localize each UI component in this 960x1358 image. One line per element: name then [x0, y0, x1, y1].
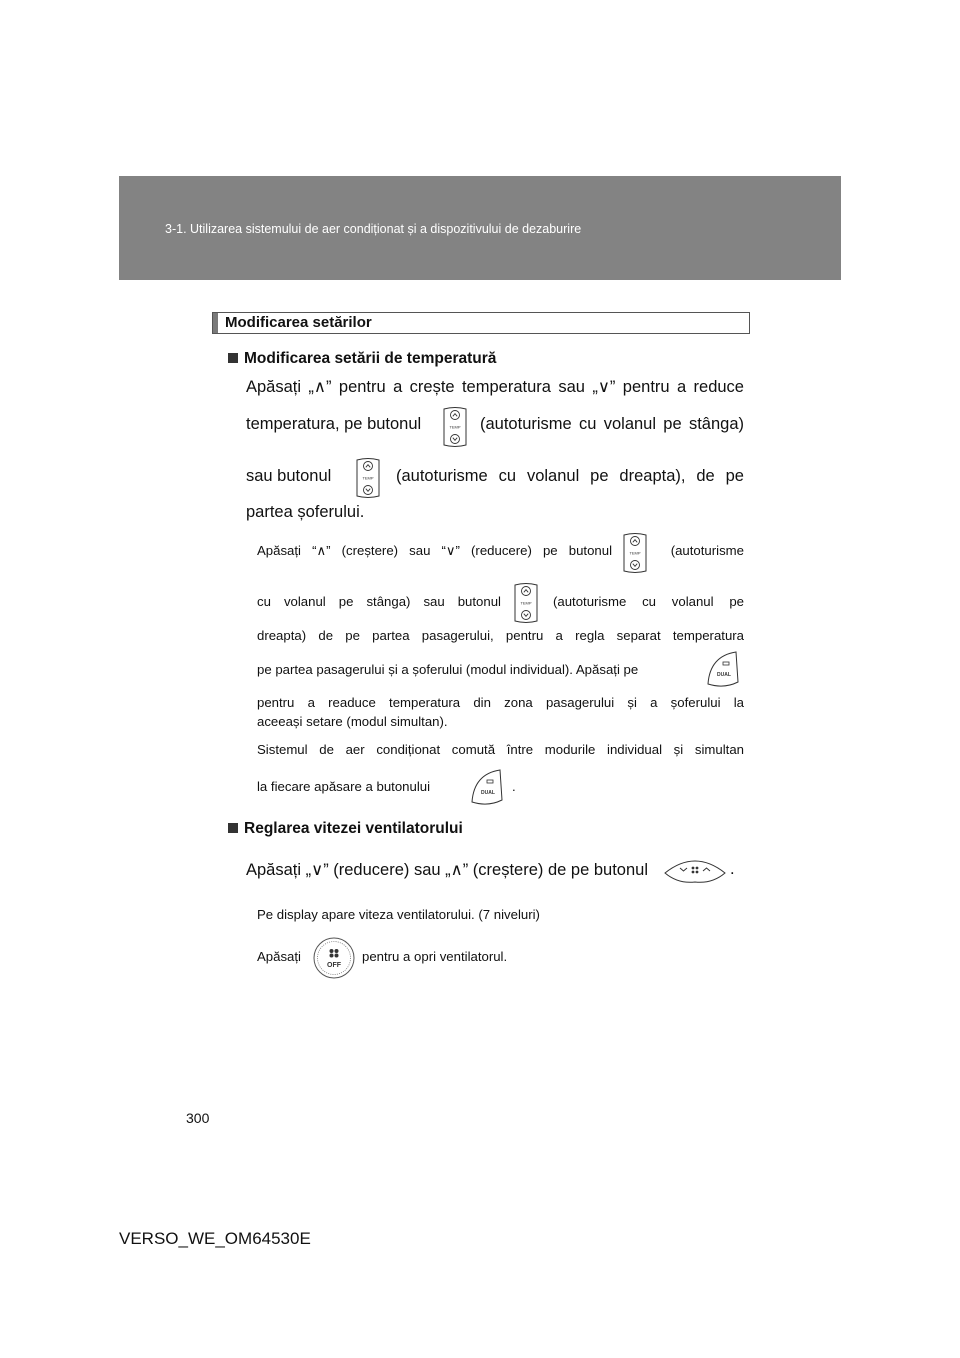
svg-text:TEMP: TEMP: [520, 600, 532, 606]
temp-button-passenger-right-icon: [511, 581, 541, 625]
temp-n1-line1a: Apăsați “∧” (creștere) sau “∨” (reducere) pe butonul: [257, 543, 612, 558]
temp-n1-line3: dreapta) de pe partea pasagerului, pentru a regla separat temperatura: [257, 628, 744, 643]
temp-button-icon: [440, 405, 470, 449]
section-title: Modificarea setărilor: [225, 314, 372, 331]
temp-p1-line3a: sau butonul: [246, 467, 332, 485]
temp-p1-line2a: temperatura, pe butonul: [246, 415, 422, 433]
fan-heading-text: Reglarea vitezei ventilatorului: [244, 820, 463, 837]
temp-n1-line5: pentru a readuce temperatura din zona pasagerului și a șoferului la: [257, 695, 744, 710]
fan-n2a: Apăsați: [257, 949, 301, 964]
temp-n1-line4: pe partea pasagerului și a șoferului (modul individual). Apăsați pe: [257, 662, 639, 677]
fan-n2b: pentru a opri ventilatorul.: [362, 949, 508, 964]
fan-heading: [228, 820, 463, 838]
temp-n1-line6: aceeași setare (modul simultan).: [257, 714, 448, 729]
square-bullet-icon: [228, 353, 238, 363]
temp-button-right-icon: [353, 456, 383, 500]
dual-button-small-icon: [466, 766, 508, 808]
footer-code: VERSO_WE_OM64530E: [119, 1229, 311, 1248]
temp-n2-line1: Sistemul de aer condiționat comută între modurile individual și simultan: [257, 742, 744, 757]
section-marker: [213, 313, 218, 333]
temp-n1-line2a: cu volanul pe stânga) sau butonul: [257, 594, 501, 609]
fan-off-button-icon: [312, 936, 356, 980]
temp-p1-line3b: (autoturisme cu volanul pe dreapta), de pe: [396, 467, 744, 485]
section-header: [212, 312, 750, 334]
fan-speed-button-icon: [662, 853, 728, 887]
fan-p1a: Apăsați „∨” (reducere) sau „∧” (creștere) de pe butonul: [246, 861, 648, 879]
fan-p1b: .: [730, 860, 735, 878]
dual-button-icon: [702, 648, 744, 690]
svg-text:TEMP: TEMP: [449, 424, 461, 430]
page-number: 300: [186, 1110, 210, 1126]
temp-heading-text: Modificarea setării de temperatură: [244, 350, 497, 367]
temp-p1-line2b: (autoturisme cu volanul pe stânga): [480, 415, 744, 433]
temp-n2-line2b: .: [512, 779, 516, 794]
svg-text:TEMP: TEMP: [362, 475, 374, 481]
breadcrumb: 3-1. Utilizarea sistemului de aer condiționat și a dispozitivului de dezaburire: [165, 222, 582, 236]
svg-text:DUAL: DUAL: [481, 790, 495, 796]
temp-n1-line2b: (autoturisme cu volanul pe: [553, 594, 744, 609]
svg-text:TEMP: TEMP: [629, 550, 641, 556]
temp-n2-line2a: la fiecare apăsare a butonului: [257, 779, 431, 794]
temp-heading: [228, 350, 496, 368]
temp-p1-line1: Apăsați „∧” pentru a crește temperatura sau „∨” pentru a reduce: [246, 378, 744, 396]
svg-text:OFF: OFF: [327, 962, 341, 969]
temp-button-passenger-icon: [620, 531, 650, 575]
square-bullet-icon: [228, 823, 238, 833]
svg-text:DUAL: DUAL: [717, 672, 731, 678]
temp-p1-line4: partea șoferului.: [246, 503, 365, 521]
temp-n1-line1b: (autoturisme: [670, 543, 744, 558]
fan-n1: Pe display apare viteza ventilatorului. (7 niveluri): [257, 907, 540, 922]
